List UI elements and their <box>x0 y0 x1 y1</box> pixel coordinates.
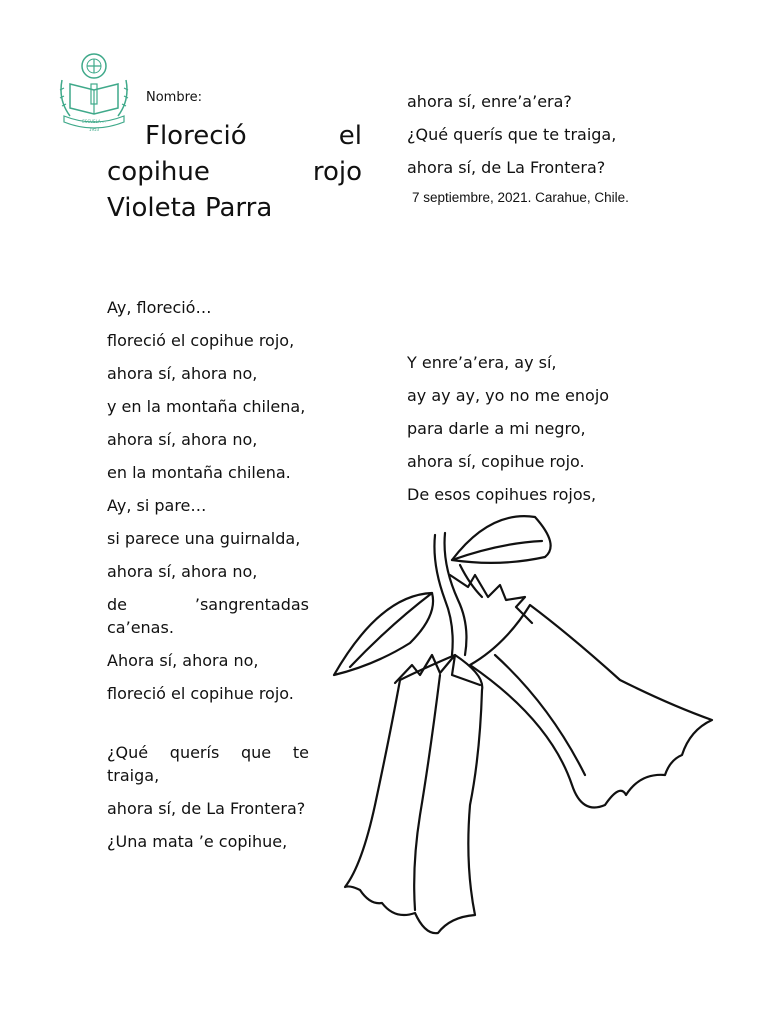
lyrics-right-top <box>407 90 727 189</box>
title-line-1 <box>107 118 362 154</box>
title-word: rojo <box>312 157 362 187</box>
logo-text: ESCUELA ... <box>82 119 106 124</box>
lyrics-left-column <box>107 296 309 863</box>
lyric-line: ¿Qué querís que te traiga, <box>107 743 309 785</box>
lyric-line: para darle a mi negro, <box>407 419 586 438</box>
lyric-line: ahora sí, ahora no, <box>107 364 258 383</box>
lyric-line: Ahora sí, ahora no, <box>107 651 259 670</box>
date-location: 7 septiembre, 2021. Carahue, Chile. <box>412 190 629 205</box>
lyric-line: Y enre’a’era, ay sí, <box>407 353 557 372</box>
lyric-line: ¿Qué querís que te traiga, <box>407 125 617 144</box>
lyrics-right-middle <box>407 351 727 516</box>
bell-right <box>470 605 712 808</box>
name-label: Nombre: <box>146 90 203 105</box>
lyric-line: ahora sí, enre’a’era? <box>407 92 572 111</box>
lyric-line: De esos copihues rojos, <box>407 485 597 504</box>
copihue-flower-illustration <box>320 505 720 950</box>
title-line-2 <box>107 154 362 190</box>
lyric-line: ahora sí, de La Frontera? <box>107 799 306 818</box>
lyric-line: si parece una guirnalda, <box>107 529 301 548</box>
logo-year: 1953 <box>88 127 100 132</box>
lyric-line: Ay, floreció… <box>107 298 212 317</box>
lyric-line: floreció el copihue rojo. <box>107 684 294 703</box>
lyric-line: y en la montaña chilena, <box>107 397 306 416</box>
lyric-line: en la montaña chilena. <box>107 463 291 482</box>
song-title <box>107 118 362 226</box>
stem <box>434 535 452 655</box>
lyric-line: ahora sí, ahora no, <box>107 430 258 449</box>
title-word: el <box>338 121 362 151</box>
title-word: copihue <box>107 157 210 187</box>
lyric-line: ay ay ay, yo no me enojo <box>407 386 610 405</box>
lyric-line: ahora sí, de La Frontera? <box>407 158 606 177</box>
lyric-line: ¿Una mata ’e copihue, <box>107 832 288 851</box>
lyric-line: Ay, si pare… <box>107 496 207 515</box>
title-author: Violeta Parra <box>107 193 273 223</box>
lyric-line: de ’sangrentadas ca’enas. <box>107 595 309 637</box>
lyric-line: ahora sí, ahora no, <box>107 562 258 581</box>
lyric-line: ahora sí, copihue rojo. <box>407 452 585 471</box>
lyric-line: floreció el copihue rojo, <box>107 331 295 350</box>
title-word: Floreció <box>145 121 247 151</box>
